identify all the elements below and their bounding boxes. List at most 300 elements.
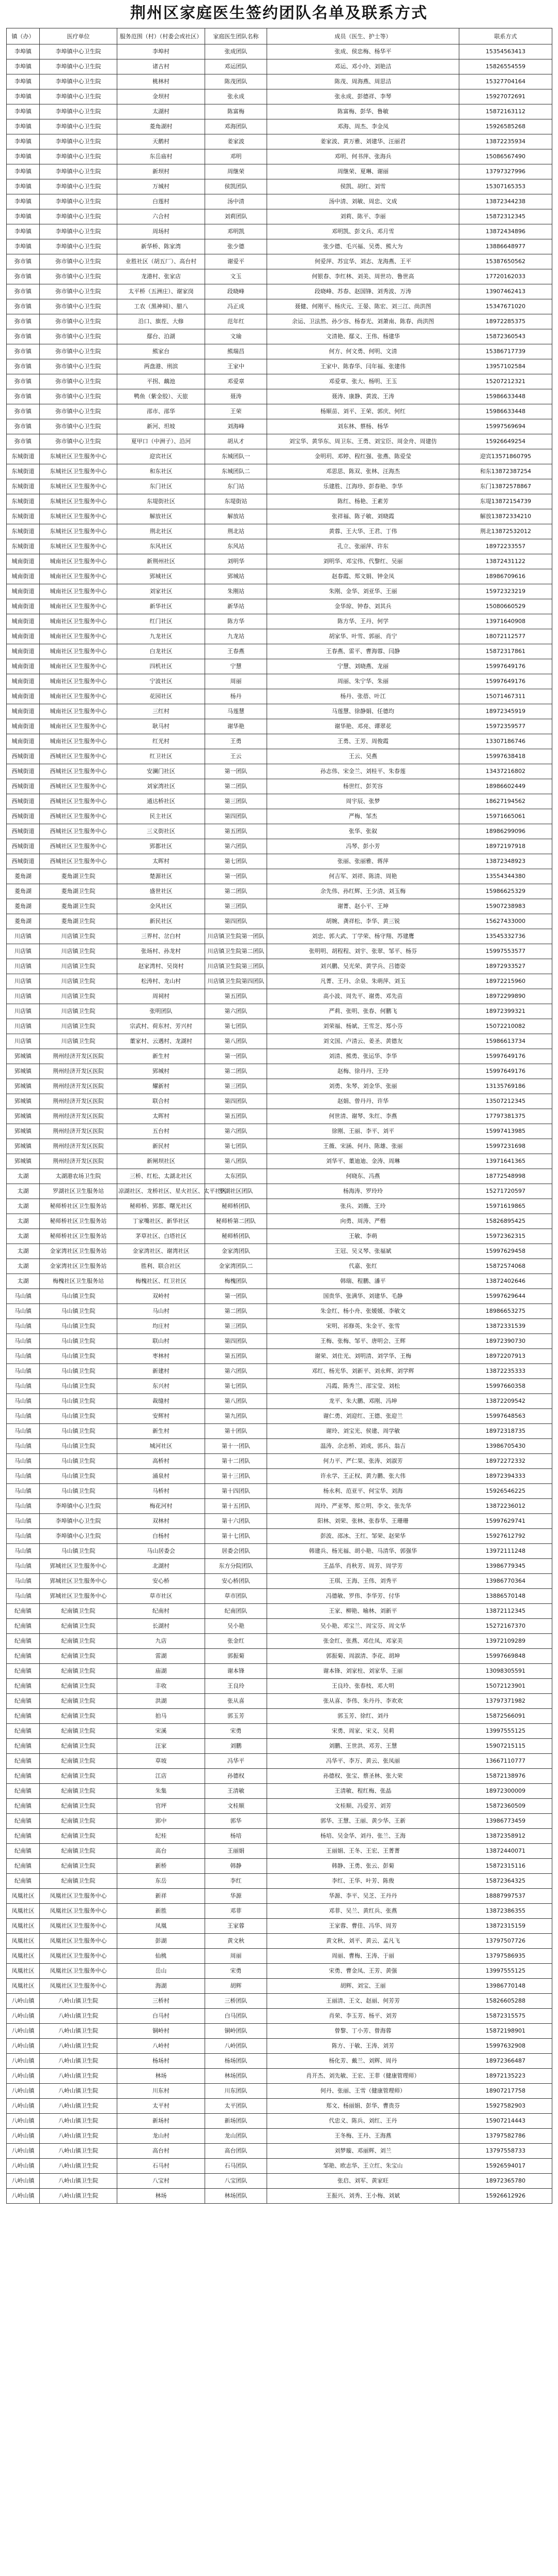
cell-medical-unit: 纪南镇卫生院 — [40, 1754, 117, 1769]
cell-team-name: 石马团队 — [205, 2159, 267, 2174]
table-row — [7, 479, 552, 494]
cell-members: 张祥福、陈子敏、刘晓霞 — [267, 509, 459, 524]
cell-team-name: 金家湾团队 — [205, 1244, 267, 1259]
cell-members: 刘兴鹏、吴光荣、黄学兵、吕德姿 — [267, 959, 459, 974]
table-row — [7, 614, 552, 629]
table-row — [7, 809, 552, 824]
cell-medical-unit: 纪南镇卫生院 — [40, 1739, 117, 1754]
cell-town: 弥市镇 — [7, 389, 40, 404]
cell-contact: 15386717739 — [459, 344, 552, 359]
cell-town: 城南街道 — [7, 719, 40, 734]
cell-members: 孙志伟、宋金兰、刘桂平、朱春莲 — [267, 764, 459, 779]
cell-service-area: 太平桥（五洲庄）、谢家岗 — [117, 284, 205, 299]
table-row — [7, 899, 552, 914]
table-row — [7, 689, 552, 704]
cell-town: 马山镇 — [7, 1394, 40, 1409]
table-row — [7, 179, 552, 194]
cell-contact: 15972362315 — [459, 1229, 552, 1244]
cell-medical-unit: 城南社区卫生服务中心 — [40, 584, 117, 599]
table-row — [7, 1814, 552, 1829]
cell-contact: 18072112577 — [459, 629, 552, 644]
cell-team-name: 华源 — [205, 1889, 267, 1904]
cell-medical-unit: 李埠镇中心卫生院 — [40, 1529, 117, 1544]
cell-contact: 18972390730 — [459, 1334, 552, 1349]
cell-contact: 15872574068 — [459, 1259, 552, 1274]
cell-service-area: 新闸坝社区 — [117, 1154, 205, 1169]
cell-town: 纪南镇 — [7, 1754, 40, 1769]
cell-town: 八岭山镇 — [7, 2054, 40, 2069]
cell-team-name: 第四团队 — [205, 809, 267, 824]
cell-medical-unit: 八岭山镇卫生院 — [40, 2129, 117, 2144]
cell-members: 谢菁、赵小平、王坤 — [267, 899, 459, 914]
cell-town: 东城街道 — [7, 524, 40, 539]
cell-service-area: 红门社区 — [117, 614, 205, 629]
cell-team-name: 林场团队 — [205, 2069, 267, 2084]
cell-medical-unit: 马山镇卫生院 — [40, 1349, 117, 1364]
table-row — [7, 929, 552, 944]
cell-members: 谢玲、刘宝光、侯建、周学敏 — [267, 1424, 459, 1439]
cell-team-name: 东堤街站 — [205, 494, 267, 509]
cell-medical-unit: 荆州经济开发区医院 — [40, 1139, 117, 1154]
cell-contact: 15907214443 — [459, 2114, 552, 2129]
cell-town: 马山镇 — [7, 1544, 40, 1559]
cell-medical-unit: 凤凰社区卫生服务中心 — [40, 1934, 117, 1949]
table-row — [7, 704, 552, 719]
cell-members: 代忠义、陈兵、刘红、王丹 — [267, 2114, 459, 2129]
cell-team-name: 川店镇卫生院第一团队 — [205, 929, 267, 944]
cell-service-area: 庙湖 — [117, 1664, 205, 1679]
table-row — [7, 1334, 552, 1349]
cell-members: 杨化芳、戴兰、刘辉、周丹 — [267, 2054, 459, 2069]
table-row — [7, 539, 552, 554]
cell-medical-unit: 纪南镇卫生院 — [40, 1829, 117, 1844]
cell-contact: 15986633448 — [459, 389, 552, 404]
cell-members: 陈方华、王丹、何学 — [267, 614, 459, 629]
table-row — [7, 89, 552, 104]
cell-members: 王家蓉、曹佳、冯华、周芳 — [267, 1919, 459, 1934]
cell-members: 邓运、邓小玲、刘艳洁 — [267, 59, 459, 74]
table-row — [7, 974, 552, 989]
cell-team-name: 刘鹏 — [205, 1739, 267, 1754]
cell-service-area: 均庄村 — [117, 1319, 205, 1334]
cell-contact: 13872440071 — [459, 1844, 552, 1859]
cell-members: 王清敏、程红梅、张晶 — [267, 1784, 459, 1799]
cell-team-name: 胡辉 — [205, 1979, 267, 1994]
cell-members: 姜家波、黄万雅、刘建华、汪丽君 — [267, 134, 459, 149]
cell-town: 马山镇 — [7, 1484, 40, 1499]
cell-service-area: 东门社区 — [117, 479, 205, 494]
table-row — [7, 554, 552, 569]
table-row — [7, 2009, 552, 2024]
cell-team-name: 吴小艳 — [205, 1619, 267, 1634]
cell-contact: 15997649176 — [459, 1049, 552, 1064]
cell-service-area: 川东村 — [117, 2084, 205, 2099]
cell-service-area: 通达桥社区 — [117, 794, 205, 809]
cell-members: 宋明、祁修英、朱金平、张雪 — [267, 1319, 459, 1334]
cell-town: 李埠镇 — [7, 59, 40, 74]
cell-contact: 18986653275 — [459, 1304, 552, 1319]
cell-team-name: 新华站 — [205, 599, 267, 614]
cell-contact: 18772548998 — [459, 1169, 552, 1184]
table-row — [7, 1949, 552, 1964]
cell-medical-unit: 弥市镇中心卫生院 — [40, 269, 117, 284]
table-row — [7, 434, 552, 449]
cell-members: 汤中清、刘敏、周忠、文成 — [267, 194, 459, 209]
cell-team-name: 太东团队 — [205, 1169, 267, 1184]
cell-service-area: 三界村、岔白村 — [117, 929, 205, 944]
table-row — [7, 584, 552, 599]
table-row — [7, 1259, 552, 1274]
cell-service-area: 东兴村 — [117, 1379, 205, 1394]
cell-service-area: 沿口、旗茬、大修 — [117, 314, 205, 329]
cell-medical-unit: 西城社区卫生服务中心 — [40, 809, 117, 824]
cell-medical-unit: 纪南镇卫生院 — [40, 1769, 117, 1784]
cell-town: 城南街道 — [7, 659, 40, 674]
cell-service-area: 宋溪 — [117, 1724, 205, 1739]
table-row — [7, 1559, 552, 1574]
table-row — [7, 1154, 552, 1169]
cell-service-area: 双林村 — [117, 1514, 205, 1529]
cell-team-name: 冯正成 — [205, 299, 267, 314]
cell-town: 东城街道 — [7, 464, 40, 479]
cell-medical-unit: 荆州经济开发区医院 — [40, 1154, 117, 1169]
cell-medical-unit: 城南社区卫生服务中心 — [40, 674, 117, 689]
table-row — [7, 359, 552, 374]
cell-town: 李埠镇 — [7, 239, 40, 254]
cell-members: 华源、李平、吴芝、王丹丹 — [267, 1889, 459, 1904]
cell-medical-unit: 李埠镇中心卫生院 — [40, 89, 117, 104]
cell-contact: 15926649254 — [459, 434, 552, 449]
cell-team-name: 太平团队 — [205, 2099, 267, 2114]
cell-members: 王琪、王海、王伟、刘秀平 — [267, 1574, 459, 1589]
cell-team-name: 第二团队 — [205, 779, 267, 794]
table-row — [7, 2024, 552, 2039]
table-row — [7, 569, 552, 584]
cell-service-area: 两盘港、刑滨 — [117, 359, 205, 374]
cell-team-name: 第八团队 — [205, 1034, 267, 1049]
cell-town: 纪南镇 — [7, 1844, 40, 1859]
cell-town: 郢城镇 — [7, 1094, 40, 1109]
cell-medical-unit: 郢城社区卫生服务中心 — [40, 1589, 117, 1604]
cell-contact: 18972272332 — [459, 1454, 552, 1469]
cell-team-name: 张少德 — [205, 239, 267, 254]
cell-contact: 13886570148 — [459, 1589, 552, 1604]
cell-contact: 18627194562 — [459, 794, 552, 809]
cell-contact: 13986773459 — [459, 1814, 552, 1829]
cell-team-name: 第六团队 — [205, 1004, 267, 1019]
cell-contact: 东堤13872154739 — [459, 494, 552, 509]
table-row — [7, 134, 552, 149]
cell-service-area: 万城村 — [117, 179, 205, 194]
cell-contact: 15997638418 — [459, 749, 552, 764]
table-row — [7, 314, 552, 329]
table-row — [7, 2159, 552, 2174]
cell-team-name: 罗湖社区团队 — [205, 1184, 267, 1199]
cell-team-name: 第七团队 — [205, 1019, 267, 1034]
cell-town: 李埠镇 — [7, 134, 40, 149]
cell-members: 朱刚、金华、刘亚华、王丽 — [267, 584, 459, 599]
cell-contact: 18972233557 — [459, 539, 552, 554]
cell-medical-unit: 城南社区卫生服务中心 — [40, 659, 117, 674]
cell-contact: 15997649176 — [459, 659, 552, 674]
cell-service-area: 工农（黑神祠）、腊八 — [117, 299, 205, 314]
cell-medical-unit: 纪南镇卫生院 — [40, 1604, 117, 1619]
cell-team-name: 第十团队 — [205, 1424, 267, 1439]
cell-team-name: 秘师桥团队 — [205, 1229, 267, 1244]
cell-team-name: 第四团队 — [205, 1094, 267, 1109]
cell-town: 郢城镇 — [7, 1109, 40, 1124]
cell-team-name: 文桂顺 — [205, 1799, 267, 1814]
cell-town: 川店镇 — [7, 1019, 40, 1034]
cell-medical-unit: 弥市镇中心卫生院 — [40, 404, 117, 419]
cell-service-area: 林场 — [117, 2069, 205, 2084]
cell-contact: 15972359577 — [459, 719, 552, 734]
table-row — [7, 1784, 552, 1799]
cell-town: 八岭山镇 — [7, 2159, 40, 2174]
cell-contact: 15347671020 — [459, 299, 552, 314]
cell-town: 李埠镇 — [7, 89, 40, 104]
cell-service-area: 安辉村 — [117, 1409, 205, 1424]
cell-town: 马山镇 — [7, 1499, 40, 1514]
cell-town: 八岭山镇 — [7, 2114, 40, 2129]
cell-members: 刘华平、董迪迪、金涛、周琳 — [267, 1154, 459, 1169]
cell-members: 杨顺苗、刘平、王荣、郭庆、何红 — [267, 404, 459, 419]
cell-medical-unit: 李埠镇中心卫生院 — [40, 239, 117, 254]
table-row — [7, 989, 552, 1004]
cell-service-area: 熊家台 — [117, 344, 205, 359]
table-row — [7, 1679, 552, 1694]
cell-medical-unit: 城南社区卫生服务中心 — [40, 569, 117, 584]
cell-medical-unit: 八岭山镇卫生院 — [40, 2099, 117, 2114]
table-row — [7, 884, 552, 899]
cell-medical-unit: 荆州经济开发区医院 — [40, 1049, 117, 1064]
cell-members: 邹艳、欧志华、王立红、朱宝山 — [267, 2159, 459, 2174]
table-row — [7, 224, 552, 239]
cell-team-name: 川店镇卫生院第四团队 — [205, 974, 267, 989]
cell-team-name: 第五团队 — [205, 989, 267, 1004]
cell-town: 城南街道 — [7, 629, 40, 644]
cell-town: 纪南镇 — [7, 1784, 40, 1799]
cell-contact: 13437216802 — [459, 764, 552, 779]
cell-medical-unit: 城南社区卫生服务中心 — [40, 704, 117, 719]
cell-members: 王良玲、张春枝、邓大明 — [267, 1679, 459, 1694]
cell-medical-unit: 马山镇卫生院 — [40, 1379, 117, 1394]
table-row — [7, 449, 552, 464]
cell-members: 王云、吴燕 — [267, 749, 459, 764]
table-row — [7, 269, 552, 284]
cell-team-name: 孙德权 — [205, 1769, 267, 1784]
cell-medical-unit: 马山镇卫生院 — [40, 1544, 117, 1559]
cell-medical-unit: 马山镇卫生院 — [40, 1469, 117, 1484]
cell-team-name: 梅槐团队 — [205, 1274, 267, 1289]
cell-members: 周继荣、夏琳、谢丽 — [267, 164, 459, 179]
cell-medical-unit: 弥市镇中心卫生院 — [40, 254, 117, 269]
cell-town: 西城街道 — [7, 764, 40, 779]
cell-medical-unit: 荆州经济开发区医院 — [40, 1124, 117, 1139]
cell-team-name: 第二团队 — [205, 884, 267, 899]
cell-town: 李埠镇 — [7, 224, 40, 239]
cell-town: 东城街道 — [7, 539, 40, 554]
cell-medical-unit: 川店镇卫生院 — [40, 944, 117, 959]
cell-medical-unit: 李埠镇中心卫生院 — [40, 164, 117, 179]
cell-town: 纪南镇 — [7, 1679, 40, 1694]
table-row — [7, 1829, 552, 1844]
cell-town: 弥市镇 — [7, 299, 40, 314]
cell-service-area: 林场 — [117, 2189, 205, 2204]
cell-medical-unit: 纪南镇卫生院 — [40, 1844, 117, 1859]
cell-members: 张丽、张丽雅、蒋萍 — [267, 854, 459, 869]
cell-members: 胡婉、龚祥松、李华、黄三锐 — [267, 914, 459, 929]
cell-town: 凤凰社区 — [7, 1979, 40, 1994]
cell-contact: 13872386355 — [459, 1904, 552, 1919]
cell-medical-unit: 东城社区卫生服务中心 — [40, 464, 117, 479]
cell-service-area: 枣林村 — [117, 1349, 205, 1364]
cell-contact: 15071467311 — [459, 689, 552, 704]
cell-team-name: 第三团队 — [205, 1319, 267, 1334]
cell-town: 纪南镇 — [7, 1604, 40, 1619]
cell-members: 郭振菊、周淑清、李花、胡坤 — [267, 1649, 459, 1664]
cell-members: 王春燕、雷平、曹海蓉、闫静 — [267, 644, 459, 659]
cell-service-area: 楚源社区 — [117, 869, 205, 884]
cell-service-area: 茅草社区、白塔社区 — [117, 1229, 205, 1244]
cell-contact: 15926612926 — [459, 2189, 552, 2204]
cell-service-area: 五台村 — [117, 1124, 205, 1139]
cell-contact: 18907217758 — [459, 2084, 552, 2099]
cell-medical-unit: 凤凰社区卫生服务中心 — [40, 1964, 117, 1979]
cell-contact: 15080660529 — [459, 599, 552, 614]
cell-medical-unit: 马山镇卫生院 — [40, 1484, 117, 1499]
cell-team-name: 居委会团队 — [205, 1544, 267, 1559]
table-row — [7, 74, 552, 89]
table-row — [7, 1889, 552, 1904]
cell-medical-unit: 东城社区卫生服务中心 — [40, 509, 117, 524]
cell-medical-unit: 川店镇卫生院 — [40, 1004, 117, 1019]
table-row — [7, 44, 552, 59]
table-row — [7, 824, 552, 839]
cell-contact: 13972109289 — [459, 1634, 552, 1649]
cell-team-name: 白马团队 — [205, 2009, 267, 2024]
cell-team-name: 第八团队 — [205, 1154, 267, 1169]
cell-members: 宋勇、曹金凤、王芳、黄强 — [267, 1964, 459, 1979]
cell-contact: 18972135223 — [459, 2069, 552, 2084]
cell-service-area: 三义街社区 — [117, 824, 205, 839]
cell-team-name: 第三团队 — [205, 1079, 267, 1094]
cell-town: 纪南镇 — [7, 1724, 40, 1739]
cell-town: 马山镇 — [7, 1409, 40, 1424]
cell-contact: 15872360543 — [459, 329, 552, 344]
table-row — [7, 1454, 552, 1469]
cell-members: 邓菲、吴兰、黄红兵、张燕 — [267, 1904, 459, 1919]
cell-service-area: 和东社区 — [117, 464, 205, 479]
cell-service-area: 白莲村 — [117, 194, 205, 209]
table-row — [7, 1904, 552, 1919]
cell-service-area: 新河、坦坡 — [117, 419, 205, 434]
cell-town: 川店镇 — [7, 974, 40, 989]
cell-service-area: 桃林村 — [117, 74, 205, 89]
cell-contact: 18972207913 — [459, 1349, 552, 1364]
cell-team-name: 金家湾团队二 — [205, 1259, 267, 1274]
cell-contact: 13997555125 — [459, 1964, 552, 1979]
table-row — [7, 839, 552, 854]
table-row — [7, 1229, 552, 1244]
cell-members: 胡辉、刘宝、王丽 — [267, 1979, 459, 1994]
table-row — [7, 1694, 552, 1709]
cell-contact: 18972215960 — [459, 974, 552, 989]
table-row — [7, 1964, 552, 1979]
cell-contact: 15986613734 — [459, 1034, 552, 1049]
cell-medical-unit: 弥市镇中心卫生院 — [40, 284, 117, 299]
table-row — [7, 1079, 552, 1094]
cell-members: 张成、侯忠梅、杨华平 — [267, 44, 459, 59]
cell-town: 马山镇 — [7, 1469, 40, 1484]
cell-members: 王家、柳艳、喻林、刘新平 — [267, 1604, 459, 1619]
cell-town: 太湖 — [7, 1259, 40, 1274]
table-row — [7, 869, 552, 884]
cell-team-name: 第六团队 — [205, 1124, 267, 1139]
cell-team-name: 段晓峰 — [205, 284, 267, 299]
cell-service-area: 新桥 — [117, 1859, 205, 1874]
cell-team-name: 黄文秋 — [205, 1934, 267, 1949]
cell-town: 城南街道 — [7, 614, 40, 629]
cell-contact: 13986770364 — [459, 1574, 552, 1589]
cell-members: 郭玉芳、徐红、刘丹 — [267, 1709, 459, 1724]
cell-members: 周丽、朱宁华、朱丽 — [267, 674, 459, 689]
cell-town: 李埠镇 — [7, 44, 40, 59]
cell-team-name: 第十七团队 — [205, 1529, 267, 1544]
cell-team-name: 韩静 — [205, 1859, 267, 1874]
table-row — [7, 209, 552, 224]
cell-medical-unit: 马山镇卫生院 — [40, 1289, 117, 1304]
cell-town: 郢城镇 — [7, 1139, 40, 1154]
cell-members: 谢华艳、邓亮、谭翠花 — [267, 719, 459, 734]
cell-medical-unit: 菱角湖卫生院 — [40, 899, 117, 914]
cell-medical-unit: 弥市镇中心卫生院 — [40, 299, 117, 314]
table-row — [7, 1799, 552, 1814]
table-row — [7, 1004, 552, 1019]
cell-service-area: 金家湾社区、谢湾社区 — [117, 1244, 205, 1259]
cell-contact: 15927582903 — [459, 2099, 552, 2114]
cell-medical-unit: 马山镇卫生院 — [40, 1319, 117, 1334]
table-row — [7, 1604, 552, 1619]
cell-members: 邓思思、陈双、张林、汪海杰 — [267, 464, 459, 479]
cell-medical-unit: 罗湖社区卫生服务站 — [40, 1184, 117, 1199]
cell-service-area: 丰收 — [117, 1679, 205, 1694]
cell-town: 川店镇 — [7, 959, 40, 974]
cell-service-area: 刘家湾社区 — [117, 779, 205, 794]
cell-team-name: 秘师桥团队 — [205, 1199, 267, 1214]
cell-team-name: 刘海峰 — [205, 419, 267, 434]
table-row — [7, 2129, 552, 2144]
cell-town: 纪南镇 — [7, 1874, 40, 1889]
cell-medical-unit: 菱角湖卫生院 — [40, 914, 117, 929]
cell-medical-unit: 李埠镇中心卫生院 — [40, 149, 117, 164]
cell-members: 何银春、李红林、刘美、周世功、鲁世高 — [267, 269, 459, 284]
cell-service-area: 岳山 — [117, 1964, 205, 1979]
cell-service-area: 铜岭村 — [117, 2024, 205, 2039]
cell-medical-unit: 郢城社区卫生服务中心 — [40, 1559, 117, 1574]
cell-contact: 15972323219 — [459, 584, 552, 599]
cell-medical-unit: 纪南镇卫生院 — [40, 1679, 117, 1694]
cell-contact: 18972299890 — [459, 989, 552, 1004]
cell-town: 八岭山镇 — [7, 2099, 40, 2114]
cell-medical-unit: 城南社区卫生服务中心 — [40, 689, 117, 704]
cell-medical-unit: 金家湾社区卫生服务站 — [40, 1244, 117, 1259]
cell-town: 李埠镇 — [7, 104, 40, 119]
cell-service-area: 新场村 — [117, 2114, 205, 2129]
cell-team-name: 邓运团队 — [205, 59, 267, 74]
cell-contact: 13872235333 — [459, 1364, 552, 1379]
cell-contact: 13907462413 — [459, 284, 552, 299]
